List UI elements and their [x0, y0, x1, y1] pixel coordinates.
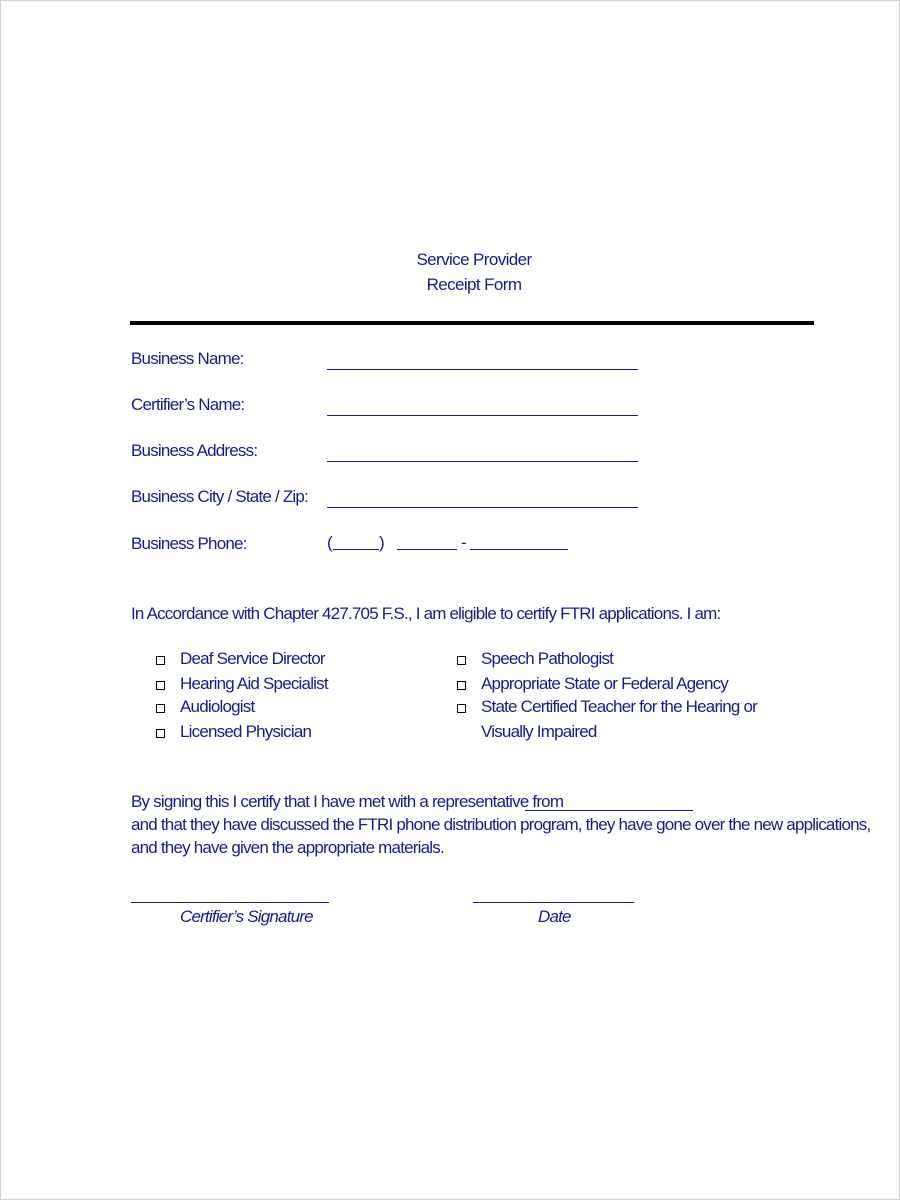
checkbox-hearing-aid-specialist[interactable] [156, 681, 165, 690]
date-label: Date [538, 907, 571, 926]
phone-prefix-blank[interactable] [397, 533, 457, 550]
eligibility-statement: In Accordance with Chapter 427.705 F.S., I am eligible to certify FTRI applications. I am: [131, 604, 721, 623]
certification-line1: By signing this I certify that I have met with a representative from [131, 792, 564, 811]
certifier-signature-label: Certifier’s Signature [180, 907, 313, 926]
business-city-state-zip-label: Business City / State / Zip: [131, 487, 308, 506]
business-address-field[interactable] [327, 461, 638, 462]
option-speech-pathologist: Speech Pathologist [481, 649, 614, 668]
option-hearing-aid-specialist: Hearing Aid Specialist [180, 674, 328, 693]
certifier-signature-field[interactable] [131, 902, 329, 903]
date-field[interactable] [473, 902, 634, 903]
business-address-label: Business Address: [131, 441, 258, 460]
business-name-label: Business Name: [131, 349, 244, 368]
checkbox-deaf-service-director[interactable] [156, 656, 165, 665]
business-city-state-zip-field[interactable] [327, 507, 638, 508]
form-title-line2: Receipt Form [426, 275, 522, 294]
checkbox-state-certified-teacher[interactable] [457, 704, 466, 713]
form-title-line1: Service Provider [416, 250, 532, 269]
checkbox-audiologist[interactable] [156, 704, 165, 713]
phone-close-paren: ) [379, 533, 385, 552]
option-deaf-service-director: Deaf Service Director [180, 649, 325, 668]
certification-line3: and they have given the appropriate materials. [131, 838, 444, 857]
option-state-federal-agency: Appropriate State or Federal Agency [481, 674, 728, 693]
option-licensed-physician: Licensed Physician [180, 722, 312, 741]
certifier-name-label: Certifier’s Name: [131, 395, 245, 414]
certification-line2: and that they have discussed the FTRI phone distribution program, they have gone over the new applications, [131, 815, 871, 834]
checkbox-speech-pathologist[interactable] [457, 656, 466, 665]
header-rule [130, 321, 814, 325]
phone-line-number-blank[interactable] [470, 533, 568, 550]
option-audiologist: Audiologist [180, 697, 255, 716]
business-name-field[interactable] [327, 369, 638, 370]
phone-open-paren: ( [327, 533, 333, 552]
phone-dash: - [461, 533, 467, 552]
phone-area-code-blank[interactable] [333, 533, 379, 550]
checkbox-state-federal-agency[interactable] [457, 681, 466, 690]
option-state-certified-teacher-continuation: Visually Impaired [481, 722, 597, 741]
business-phone-label: Business Phone: [131, 534, 247, 553]
representative-field[interactable] [525, 810, 693, 811]
option-state-certified-teacher: State Certified Teacher for the Hearing or [481, 697, 758, 716]
checkbox-licensed-physician[interactable] [156, 729, 165, 738]
certifier-name-field[interactable] [327, 415, 638, 416]
